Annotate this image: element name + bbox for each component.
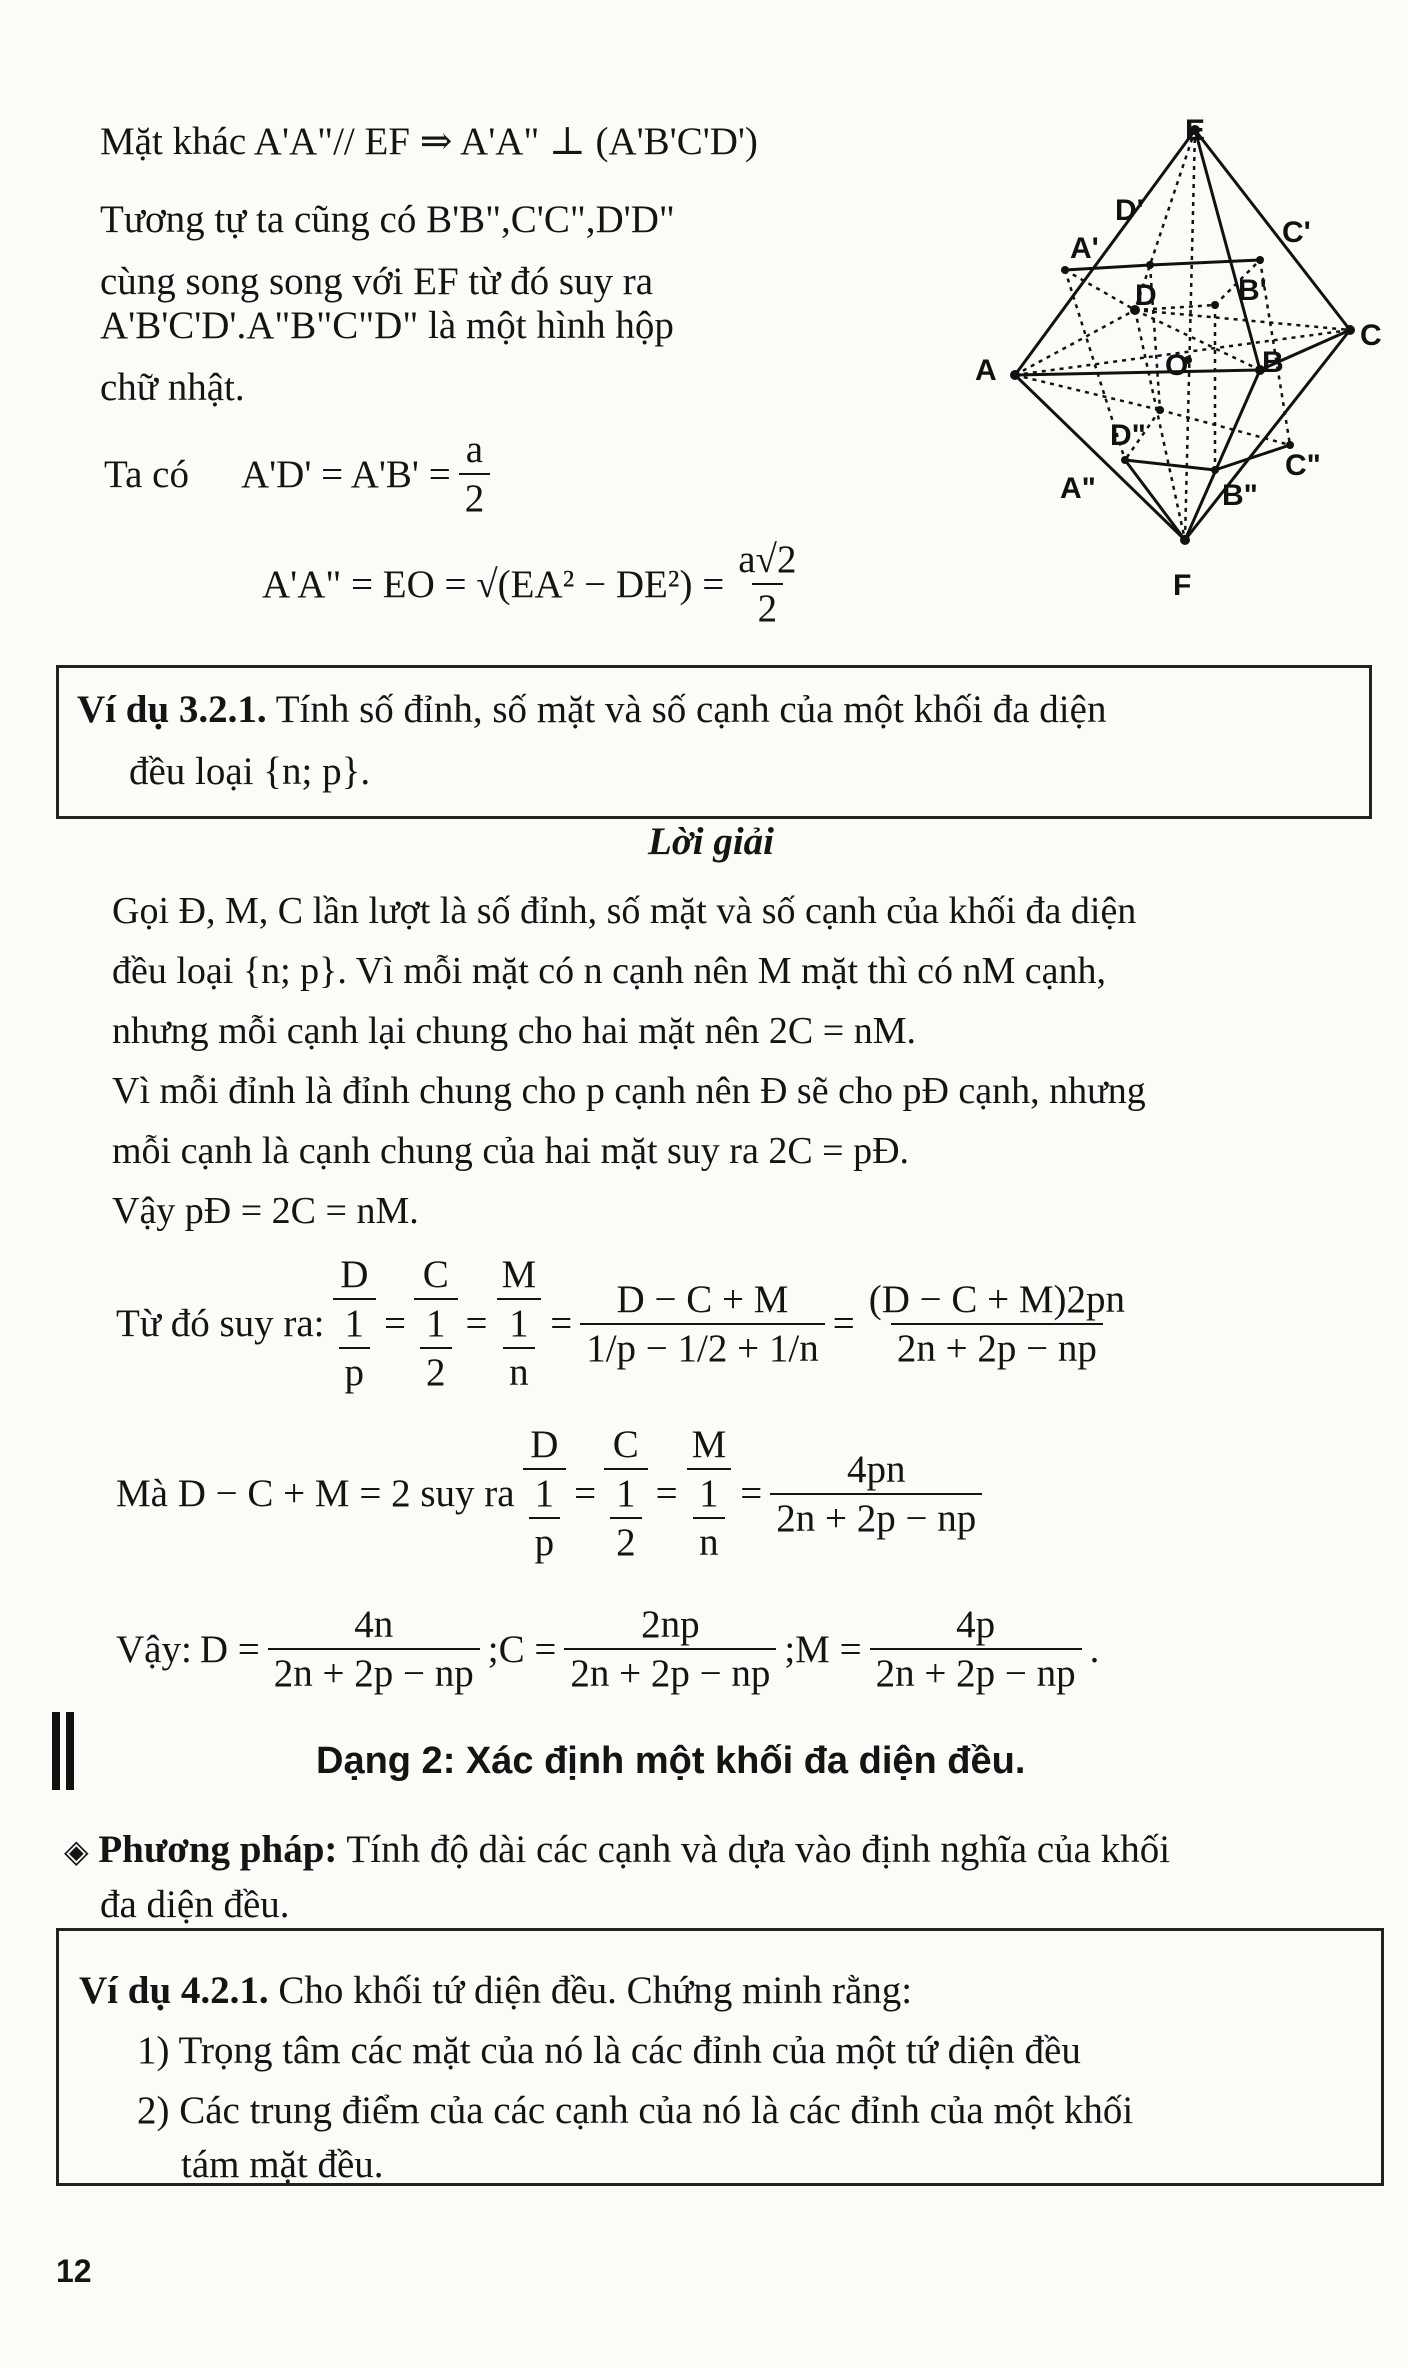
text-line: chữ nhật. [100, 366, 245, 409]
frac-D [333, 1255, 377, 1392]
frac-res-C [564, 1605, 776, 1693]
label-E: E [1185, 114, 1206, 147]
frac-den: 2n + 2p − np [268, 1648, 480, 1693]
section-bar [66, 1712, 74, 1790]
frac-den: 2 [420, 1347, 452, 1392]
eq1-fraction [459, 430, 491, 518]
frac-num: 4p [956, 1603, 996, 1646]
label-O: O [1165, 349, 1189, 382]
taco-label: Ta có [104, 452, 189, 496]
frac-num: 4n [354, 1603, 394, 1646]
label-D: D [1135, 279, 1157, 312]
frac-num: 2np [641, 1603, 700, 1646]
frac-4pn [770, 1447, 982, 1540]
example-2-item: tám mặt đều. [181, 2143, 384, 2186]
frac-M [686, 1425, 733, 1562]
example-2-item: 1) Trọng tâm các mặt của nó là các đỉnh của một tứ diện đều [137, 2029, 1081, 2072]
example-2-title: Ví dụ 4.2.1. [79, 1969, 269, 2012]
frac-den [414, 1298, 458, 1392]
eq2-fraction [732, 540, 802, 628]
frac-num: 1 [344, 1302, 365, 1345]
label-B: B [1262, 346, 1284, 379]
eq2-numerator: a√2 [738, 538, 797, 581]
eq-sign: = [465, 1302, 488, 1345]
frac-num: D − C + M [616, 1277, 789, 1321]
text-line: mỗi cạnh là cạnh chung của hai mặt suy ra 2C = pĐ. [112, 1130, 910, 1172]
frac-num: 1 [534, 1472, 555, 1515]
method-label: Phương pháp: [98, 1828, 338, 1871]
label-Dp: D' [1115, 194, 1144, 227]
label-C: C [1360, 319, 1382, 352]
text-line: Tương tự ta cũng có B'B",C'C",D'D" [100, 198, 675, 241]
example-2-item: 2) Các trung điểm của các cạnh của nó là các đỉnh của một khối [137, 2089, 1134, 2132]
method-line2: đa diện đều. [100, 1883, 290, 1926]
eq-sign: = [384, 1302, 407, 1345]
text-line: Vậy pĐ = 2C = nM. [112, 1190, 419, 1232]
frac-den: p [529, 1517, 561, 1562]
frac-num: 4pn [847, 1447, 906, 1491]
frac-num: C [612, 1423, 639, 1466]
label-Dpp: D" [1110, 419, 1146, 452]
sub-frac [420, 1304, 452, 1392]
frac-den: n [693, 1517, 725, 1562]
eq2-denominator: 2 [752, 583, 784, 628]
equation-ma [112, 1425, 986, 1562]
label-A: A [975, 354, 997, 387]
equation-1 [100, 430, 494, 518]
frac-num: D [530, 1423, 559, 1466]
frac-res-D [268, 1605, 480, 1693]
vay-label: Vậy: [116, 1627, 192, 1671]
octahedron-figure [960, 110, 1390, 610]
frac-num: M [691, 1423, 727, 1466]
frac-num: 1 [699, 1472, 719, 1515]
frac-res-M [870, 1605, 1082, 1693]
ma-label: Mà D − C + M = 2 suy ra [116, 1472, 515, 1515]
section-bar [52, 1712, 60, 1790]
frac-den [333, 1298, 377, 1392]
frac-M [496, 1255, 543, 1392]
example-2-line [79, 1971, 912, 2010]
frac-num: M [501, 1253, 537, 1296]
example-1-title: Ví dụ 3.2.1. [77, 688, 267, 731]
label-F: F [1173, 569, 1192, 602]
example-1-line2: đều loại {n; p}. [129, 750, 371, 793]
example-1-text: Tính số đỉnh, số mặt và số cạnh của một khối đa diện [275, 688, 1107, 731]
frac-num: C [422, 1253, 449, 1296]
solution-heading: Lời giải [648, 820, 775, 863]
label-Ap: A' [1070, 232, 1099, 265]
eq1-numerator: a [465, 428, 484, 471]
frac-den: p [339, 1347, 371, 1392]
method-line [64, 1830, 1170, 1869]
frac-C [604, 1425, 648, 1562]
text-line: cùng song song với EF từ đó suy ra [100, 260, 654, 303]
label-App: A" [1060, 472, 1096, 505]
eq-sign: = [550, 1302, 573, 1345]
frac-dcm [580, 1277, 825, 1370]
eq-sign: = [574, 1472, 597, 1515]
frac-den [523, 1468, 567, 1562]
frac-num: 1 [426, 1302, 446, 1345]
sub-frac [529, 1474, 561, 1562]
equation-2 [258, 540, 806, 628]
section-title: Dạng 2: Xác định một khối đa diện đều. [316, 1740, 1026, 1782]
sub-frac [339, 1304, 371, 1392]
equation-ratio [112, 1255, 1135, 1392]
frac-den: 2n + 2p − np [870, 1648, 1082, 1693]
tudo-label: Từ đó suy ra: [116, 1302, 325, 1345]
label-Bp: B' [1238, 274, 1267, 307]
example-2-text: Cho khối tứ diện đều. Chứng minh rằng: [278, 1969, 913, 2012]
frac-num: D [340, 1253, 369, 1296]
eq2-left: A'A" = EO = √(EA² − DE²) = [262, 562, 725, 606]
sub-frac [610, 1474, 642, 1562]
frac-den: 1/p − 1/2 + 1/n [580, 1323, 825, 1368]
text-line: A'B'C'D'.A"B"C"D" là một hình hộp [100, 304, 674, 347]
frac-num: 1 [616, 1472, 636, 1515]
method-text: Tính độ dài các cạnh và dựa vào định nghĩa của khối [346, 1828, 1171, 1871]
diamond-icon: ◈ [64, 1833, 89, 1869]
res-C: ;C = [487, 1627, 557, 1671]
frac-den: 2 [610, 1517, 642, 1562]
text-line: Gọi Đ, M, C lần lượt là số đỉnh, số mặt và số cạnh của khối đa diện [112, 890, 1137, 932]
sub-frac [503, 1304, 535, 1392]
frac-den [604, 1468, 648, 1562]
end-period: . [1089, 1627, 1100, 1671]
page-number: 12 [56, 2253, 92, 2289]
eq-sign: = [740, 1472, 763, 1515]
example-box-1 [56, 665, 1372, 819]
eq-sign: = [655, 1472, 678, 1515]
frac-den: 2n + 2p − np [770, 1493, 982, 1538]
label-Cp: C' [1282, 216, 1311, 249]
text-line: Mặt khác A'A"// EF ⇒ A'A" ⊥ (A'B'C'D') [100, 120, 758, 163]
frac-den: 2n + 2p − np [891, 1323, 1103, 1368]
frac-D [523, 1425, 567, 1562]
res-D: D = [199, 1627, 260, 1671]
text-line: đều loại {n; p}. Vì mỗi mặt có n cạnh nên M mặt thì có nM cạnh, [112, 950, 1107, 992]
frac-den: n [503, 1347, 535, 1392]
frac-C [414, 1255, 458, 1392]
eq-sign: = [832, 1302, 855, 1345]
frac-den [497, 1298, 541, 1392]
sub-frac [693, 1474, 725, 1562]
frac-den: 2n + 2p − np [564, 1648, 776, 1693]
label-Bpp: B" [1222, 479, 1258, 512]
equation-result [112, 1605, 1103, 1693]
frac-den [687, 1468, 731, 1562]
example-1-line [77, 690, 1106, 729]
frac-num: (D − C + M)2pn [868, 1277, 1126, 1321]
res-M: ;M = [784, 1627, 862, 1671]
eq1-denominator: 2 [459, 473, 491, 518]
frac-big [863, 1277, 1131, 1370]
text-line: nhưng mỗi cạnh lại chung cho hai mặt nên 2C = nM. [112, 1010, 916, 1052]
text-line: Vì mỗi đỉnh là đỉnh chung cho p cạnh nên Đ sẽ cho pĐ cạnh, nhưng [112, 1070, 1146, 1112]
eq1-left: A'D' = A'B' = [240, 452, 451, 496]
label-Cpp: C" [1285, 449, 1321, 482]
example-box-2 [56, 1928, 1384, 2186]
frac-num: 1 [509, 1302, 529, 1345]
